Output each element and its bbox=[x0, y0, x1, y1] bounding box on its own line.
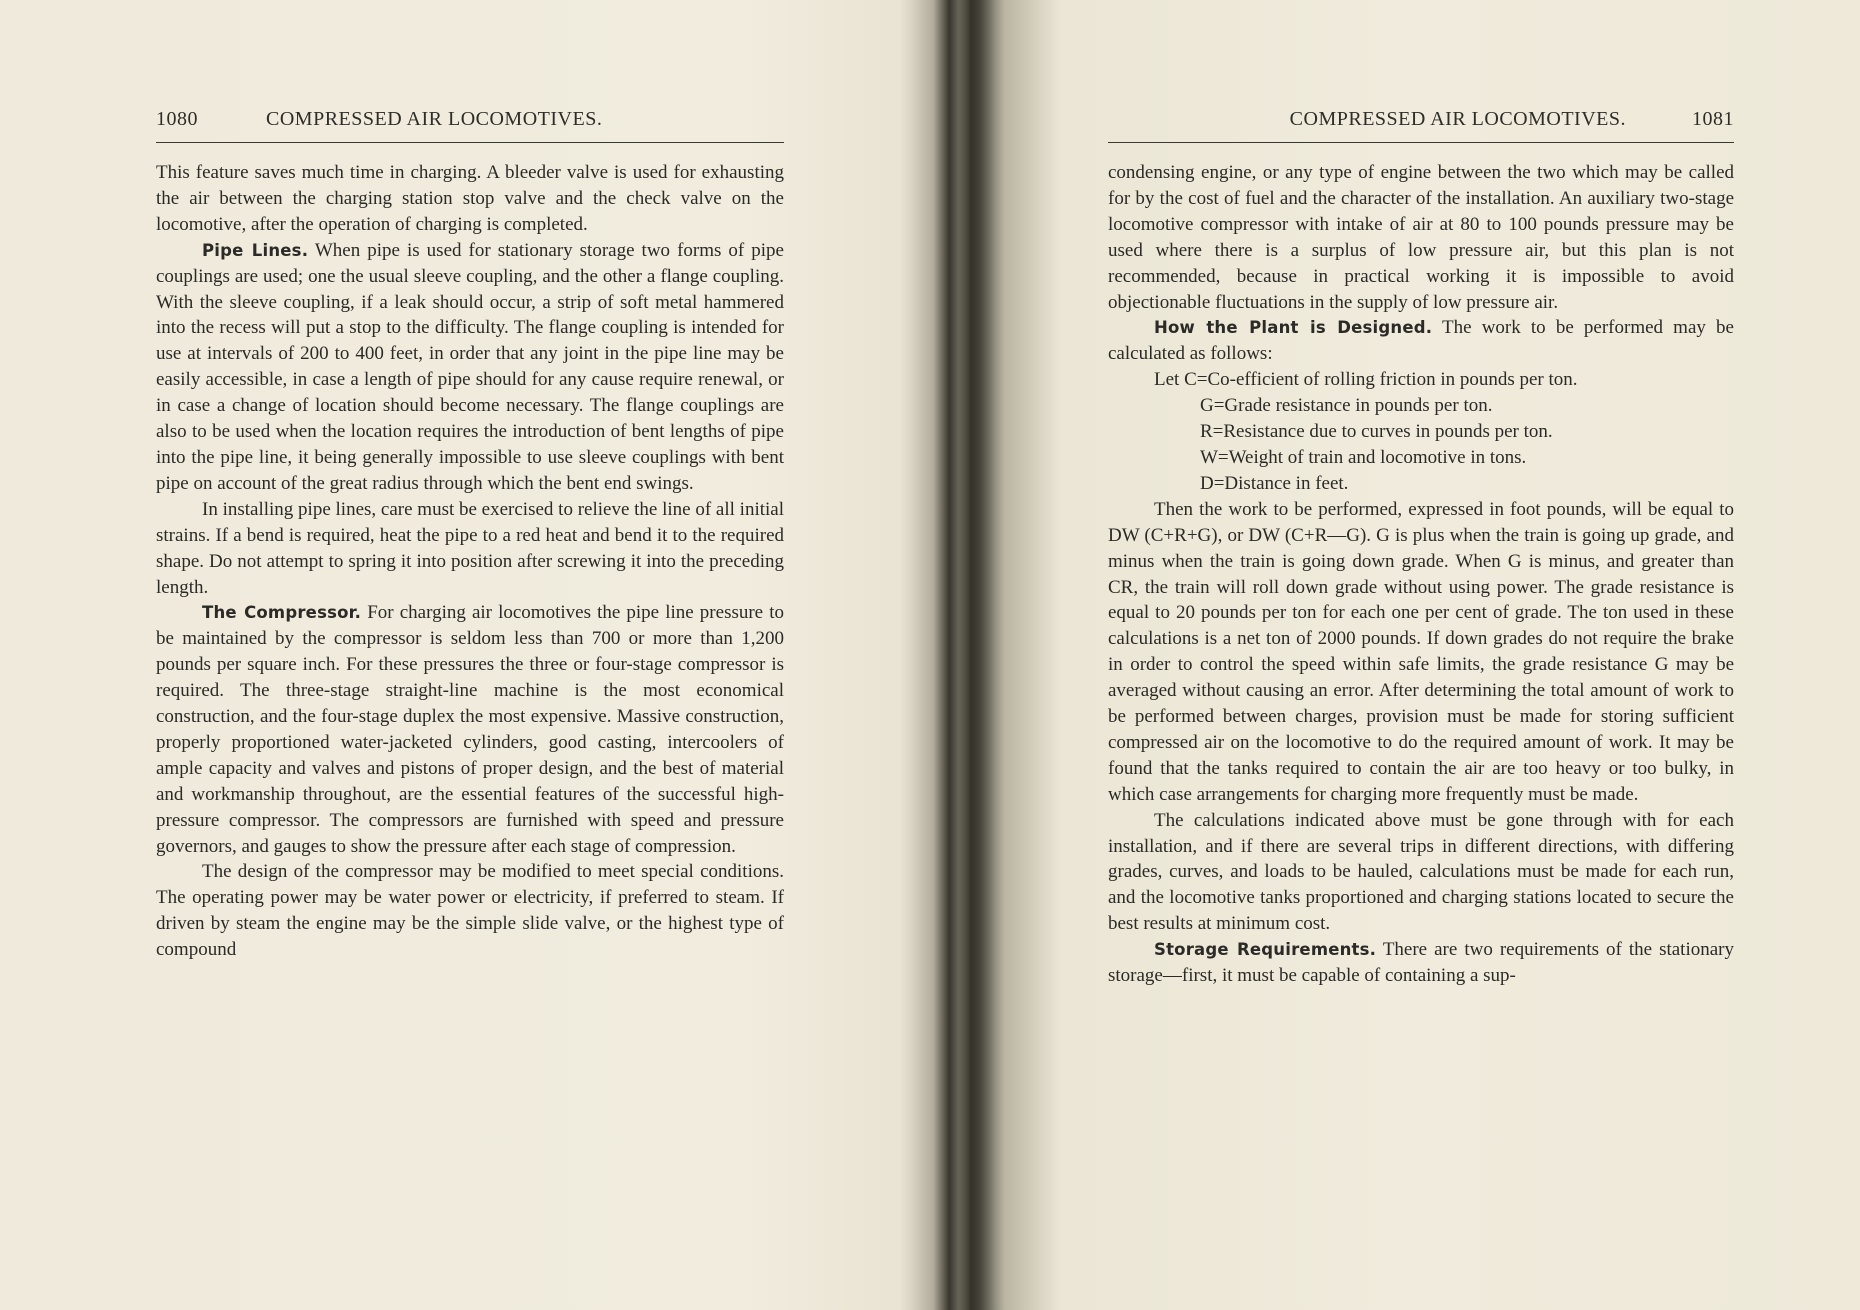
paragraph-text: This feature saves much time in charging. A bleeder valve is used for exhausting the air between the charging station stop valve and the check valve on the locomotive, after the operation of charging is completed. bbox=[156, 162, 784, 235]
right-head-rule bbox=[1108, 142, 1734, 144]
section-heading-pipe-lines: Pipe Lines. bbox=[202, 240, 309, 260]
paragraph bbox=[156, 859, 784, 963]
right-page bbox=[1108, 0, 1734, 1310]
definition-item: R=Resistance due to curves in pounds per ton. bbox=[1200, 421, 1553, 443]
left-running-head bbox=[156, 108, 784, 136]
paragraph bbox=[156, 497, 784, 601]
paragraph bbox=[1108, 315, 1734, 367]
paragraph-text: When pipe is used for stationary storage two forms of pipe couplings are used; one the usual sleeve coupling, and the other a flange coupling. With the sleeve coupling, if a leak should occur, a strip of soft metal hammered into the recess will put a stop to the difficulty. The flange coupling is intended for use at intervals of 200 to 400 feet, in order that any joint in the pipe line may be easily accessible, in case a length of pipe should for any cause require renewal, or in case a change of location should become necessary. The flange couplings are also to be used when the location requires the introduction of bent lengths of pipe into the pipe line, it being generally impossible to use sleeve couplings with bent pipe on account of the great radius through which the bent end swings. bbox=[156, 239, 784, 494]
section-heading-compressor: The Compressor. bbox=[202, 603, 362, 623]
variable-definitions bbox=[1108, 367, 1734, 497]
paragraph bbox=[156, 238, 784, 497]
section-heading-storage: Storage Requirements. bbox=[1154, 940, 1377, 960]
definition-item: Let C=Co-efficient of rolling friction in pounds per ton. bbox=[1154, 369, 1578, 391]
left-running-title: COMPRESSED AIR LOCOMOTIVES. bbox=[266, 108, 603, 130]
right-page-body bbox=[1108, 160, 1734, 989]
paragraph-text: The work to be performed may be calculated as follows: bbox=[1108, 317, 1734, 365]
paragraph-text: condensing engine, or any type of engine between the two which may be called for by the cost of fuel and the character of the installation. An auxiliary two-stage locomotive compressor with intake of air at 80 to 100 pounds pressure may be used where there is a surplus of low pressure air, but this plan is not recommended, because in practical working it is impossible to avoid objectionable fluctuations in the supply of low pressure air. bbox=[1108, 162, 1734, 313]
paragraph bbox=[1108, 937, 1734, 989]
book-gutter bbox=[900, 0, 995, 1310]
paragraph-text: The calculations indicated above must be gone through with for each installation, and if there are several trips in different directions, with differing grades, curves, and loads to be hauled, calculations must be made for each run, and the locomotive tanks proportioned and charging stations located to secure the best results at minimum cost. bbox=[1108, 809, 1734, 935]
paragraph-text: The design of the compressor may be modified to meet special conditions. The operating power may be water power or electricity, if preferred to steam. If driven by steam the engine may be the simple slide valve, or the highest type of compound bbox=[156, 861, 784, 961]
paragraph bbox=[1108, 808, 1734, 938]
left-head-rule bbox=[156, 142, 784, 144]
paragraph-text: Then the work to be performed, expressed in foot pounds, will be equal to DW (C+R+G), or DW (C+R—G). G is plus when the train is going up grade, and minus when the train is going down grade. When G is minus, and greater than CR, the train will roll down grade without using power. The grade resistance is equal to 20 pounds per ton for each one per cent of grade. The ton used in these calculations is a net ton of 2000 pounds. If down grades do not require the brake in order to control the speed within safe limits, the grade resistance G may be averaged without causing an error. After determining the total amount of work to be performed between charges, provision must be made for storing sufficient compressed air on the locomotive to do the required amount of work. It may be found that the tanks required to contain the air are too heavy or too bulky, in which case arrangements for charging more frequently must be made. bbox=[1108, 498, 1734, 805]
definition-item: W=Weight of train and locomotive in tons. bbox=[1200, 446, 1527, 468]
right-running-head bbox=[1108, 108, 1734, 136]
paragraph bbox=[1108, 160, 1734, 315]
paragraph-text: For charging air locomotives the pipe line pressure to be maintained by the compressor is seldom less than 700 or more than 1,200 pounds per square inch. For these pressures the three or four-stage compressor is required. The three-stage straight-line machine is the most economical construction, and the four-stage duplex the most expensive. Massive construction, properly proportioned water-jacketed cylinders, good casting, intercoolers of ample capacity and valves and pistons of proper design, and the best of material and workmanship throughout, are the essential features of the successful high-pressure compressor. The compressors are furnished with speed and pressure governors, and gauges to show the pressure after each stage of compression. bbox=[156, 602, 784, 857]
paragraph bbox=[1108, 497, 1734, 808]
right-page-number: 1081 bbox=[1692, 108, 1734, 130]
left-page-number: 1080 bbox=[156, 108, 198, 130]
left-page-body bbox=[156, 160, 784, 963]
left-page bbox=[156, 0, 784, 1310]
paragraph bbox=[156, 160, 784, 238]
definition-item: G=Grade resistance in pounds per ton. bbox=[1200, 395, 1493, 417]
right-running-title: COMPRESSED AIR LOCOMOTIVES. bbox=[1289, 108, 1626, 130]
section-heading-plant-design: How the Plant is Designed. bbox=[1154, 318, 1433, 338]
paragraph-text: There are two requirements of the stationary storage—first, it must be capable of containing a sup- bbox=[1108, 939, 1734, 987]
paragraph-text: In installing pipe lines, care must be exercised to relieve the line of all initial strains. If a bend is required, heat the pipe to a red heat and bend it to the required shape. Do not attempt to spring it into position after screwing it into the preceding length. bbox=[156, 498, 784, 598]
definition-item: D=Distance in feet. bbox=[1200, 472, 1349, 494]
paragraph bbox=[156, 600, 784, 859]
